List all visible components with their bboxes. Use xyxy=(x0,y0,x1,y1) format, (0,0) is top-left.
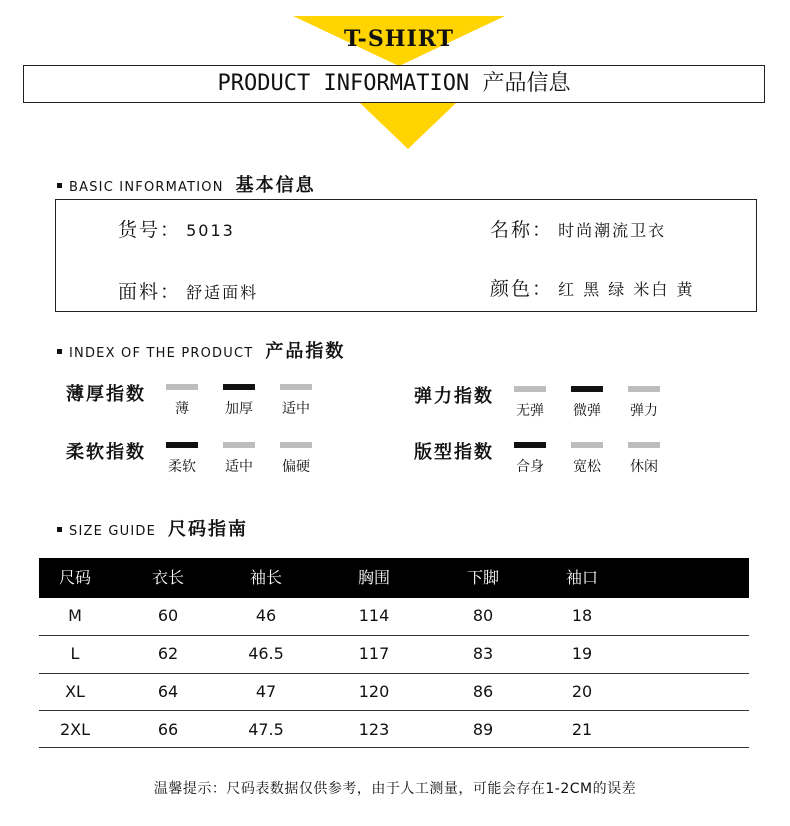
index-option-softness-0: 柔软 xyxy=(168,459,196,475)
size-cell-2-2: 47 xyxy=(255,682,277,701)
page-title: PRODUCT INFORMATION 产品信息 xyxy=(217,71,571,96)
tshirt-badge: T-SHIRT xyxy=(343,26,455,52)
index-title-cn: 产品指数 xyxy=(265,341,346,362)
table-row-divider xyxy=(39,710,749,711)
index-bar-thickness-2 xyxy=(280,384,312,390)
index-bar-thickness-1 xyxy=(223,384,255,390)
index-option-thickness-2: 适中 xyxy=(282,401,310,417)
index-option-elasticity-1: 微弹 xyxy=(573,403,601,419)
size-cell-1-5: 19 xyxy=(571,644,593,663)
size-cell-1-0: L xyxy=(70,644,80,663)
index-option-softness-1: 适中 xyxy=(225,459,253,475)
size-cell-0-1: 60 xyxy=(157,606,179,625)
index-bar-softness-0 xyxy=(166,442,198,448)
name-field xyxy=(490,215,666,242)
size-cell-2-3: 120 xyxy=(358,682,390,701)
footer-note: 温馨提示：尺码表数据仅供参考，由于人工测量，可能会存在1-2CM的误差 xyxy=(153,781,637,797)
basic-title-cn: 基本信息 xyxy=(235,175,316,196)
index-bar-fit-1 xyxy=(571,442,603,448)
item-no-value: 5013 xyxy=(186,221,235,240)
index-label-thickness: 薄厚指数 xyxy=(66,384,146,405)
size-header-1: 衣长 xyxy=(151,568,184,587)
size-title-cn: 尺码指南 xyxy=(168,519,248,540)
size-cell-3-2: 47.5 xyxy=(248,720,284,739)
name-value: 时尚潮流卫衣 xyxy=(558,221,667,240)
size-cell-0-0: M xyxy=(68,606,82,625)
size-cell-0-3: 114 xyxy=(358,606,390,625)
size-cell-2-1: 64 xyxy=(157,682,179,701)
size-cell-0-5: 18 xyxy=(571,606,593,625)
index-section-title xyxy=(57,337,345,363)
index-bar-softness-2 xyxy=(280,442,312,448)
name-label: 名称： xyxy=(490,219,554,241)
size-cell-1-3: 117 xyxy=(358,644,390,663)
size-cell-3-1: 66 xyxy=(157,720,179,739)
size-cell-2-4: 86 xyxy=(472,682,494,701)
size-header-2: 袖长 xyxy=(249,568,282,587)
size-cell-3-0: 2XL xyxy=(59,720,91,739)
index-bar-elasticity-0 xyxy=(514,386,546,392)
index-bar-fit-0 xyxy=(514,442,546,448)
bullet-icon xyxy=(57,183,62,188)
bullet-icon xyxy=(57,349,62,354)
index-option-softness-2: 偏硬 xyxy=(282,459,310,475)
bullet-icon xyxy=(57,527,62,532)
index-option-fit-0: 合身 xyxy=(516,459,544,475)
size-header-3: 胸围 xyxy=(357,568,390,587)
color-value: 红 黑 绿 米白 黄 xyxy=(558,280,695,299)
table-row-divider xyxy=(39,673,749,674)
index-bar-thickness-0 xyxy=(166,384,198,390)
size-cell-1-1: 62 xyxy=(157,644,179,663)
size-cell-3-4: 89 xyxy=(472,720,494,739)
size-cell-0-4: 80 xyxy=(472,606,494,625)
index-bar-elasticity-2 xyxy=(628,386,660,392)
size-cell-1-2: 46.5 xyxy=(248,644,284,663)
size-section-title xyxy=(57,515,248,541)
size-cell-0-2: 46 xyxy=(255,606,277,625)
index-option-elasticity-2: 弹力 xyxy=(630,403,658,419)
basic-section-title xyxy=(57,171,316,197)
index-bar-elasticity-1 xyxy=(571,386,603,392)
index-label-elasticity: 弹力指数 xyxy=(414,386,494,407)
size-header-0: 尺码 xyxy=(58,568,91,587)
index-bar-softness-1 xyxy=(223,442,255,448)
index-option-fit-1: 宽松 xyxy=(573,459,601,475)
item-no-label: 货号： xyxy=(118,219,182,241)
index-bar-fit-2 xyxy=(628,442,660,448)
size-cell-2-0: XL xyxy=(65,682,85,701)
item-no-field xyxy=(118,215,235,242)
fabric-label: 面料： xyxy=(118,281,182,303)
size-header-5: 袖口 xyxy=(565,568,598,587)
index-title-en: INDEX OF THE PRODUCT xyxy=(69,346,254,361)
header-bottom-triangle xyxy=(360,103,456,149)
basic-title-en: BASIC INFORMATION xyxy=(69,180,224,195)
table-row-divider xyxy=(39,747,749,748)
size-cell-1-4: 83 xyxy=(472,644,494,663)
size-cell-3-5: 21 xyxy=(571,720,593,739)
size-cell-2-5: 20 xyxy=(571,682,593,701)
index-label-fit: 版型指数 xyxy=(414,442,494,463)
size-title-en: SIZE GUIDE xyxy=(69,524,156,539)
fabric-value: 舒适面料 xyxy=(186,283,259,302)
table-row-divider xyxy=(39,635,749,636)
fabric-field xyxy=(118,277,258,304)
size-cell-3-3: 123 xyxy=(358,720,390,739)
index-option-elasticity-0: 无弹 xyxy=(516,403,544,419)
index-option-fit-2: 休闲 xyxy=(630,459,658,475)
size-header-4: 下脚 xyxy=(466,568,499,587)
index-label-softness: 柔软指数 xyxy=(66,442,146,463)
color-label: 颜色： xyxy=(490,278,554,300)
index-option-thickness-0: 薄 xyxy=(175,401,189,417)
color-field xyxy=(490,274,694,301)
index-option-thickness-1: 加厚 xyxy=(225,401,253,417)
